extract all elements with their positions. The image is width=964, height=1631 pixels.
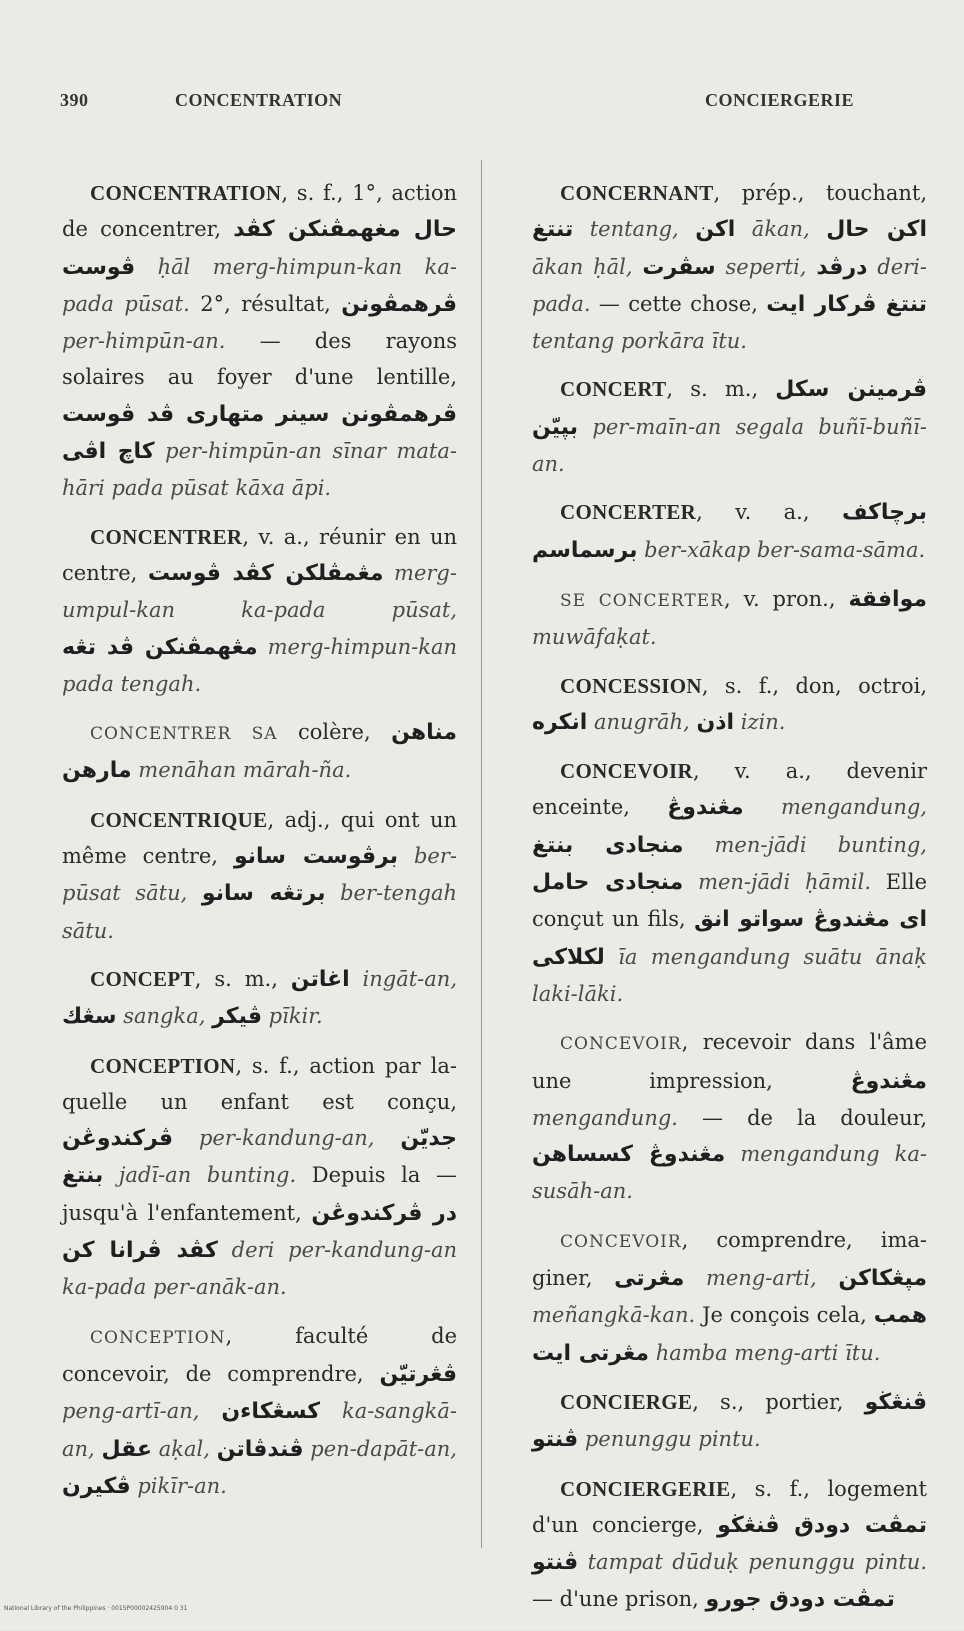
right-running-head: CONCIERGERIE: [704, 90, 854, 110]
transliteration: peng-artī-an,: [62, 1399, 200, 1424]
definition-text: , prép., touchant,: [713, 181, 927, 205]
right-column: [532, 175, 927, 1631]
headword: CONCESSION: [560, 673, 702, 698]
transliteration: merg-umpul-kan ka-pada pūsat,: [62, 560, 457, 623]
transliteration: pīkir.: [268, 1004, 323, 1029]
jawi-text: اى مڠندوڠ سواتو انق لکلاکی: [532, 907, 927, 970]
column-divider: [481, 160, 482, 1548]
jawi-text: همب مڠرتی ايت: [532, 1303, 927, 1366]
definition-text: [684, 1266, 706, 1290]
transliteration: seperti,: [725, 254, 807, 279]
headword: CONCERTER: [560, 500, 697, 525]
jawi-text: ڤنڠڬو ڤنتو: [532, 1389, 927, 1453]
jawi-text: مڠندوڠ کسساهن: [532, 1142, 726, 1168]
dictionary-entry: [532, 1471, 927, 1619]
jawi-text: برچاکف برسماسم: [532, 500, 927, 563]
definition-text: , comprendre, ima-giner,: [532, 1227, 927, 1291]
page-header: [60, 90, 904, 120]
jawi-text: سڠك: [62, 1004, 117, 1030]
sub-headword: CONCEPTION: [90, 1327, 226, 1348]
transliteration: penunggu pintu.: [584, 1427, 761, 1452]
definition-text: 2°, résultat,: [189, 291, 342, 316]
transliteration: ber-xākap ber-sama-sāma.: [644, 537, 926, 562]
definition-text: , v. a., réunir en un centre,: [62, 524, 457, 585]
definition-text: Depuis la — jusqu'à l'enfantement,: [62, 1163, 457, 1225]
definition-text: [725, 1142, 740, 1166]
headword: CONCIERGE: [560, 1389, 693, 1414]
definition-text: [135, 255, 157, 279]
jawi-text: کسڠکاءن: [221, 1399, 321, 1425]
definition-text: [155, 439, 166, 463]
transliteration: deri-pada.: [532, 254, 927, 316]
headword: CONCEPT: [90, 966, 195, 991]
definition-text: , v. a., devenir enceinte,: [532, 759, 927, 820]
headword: CONCEVOIR: [560, 759, 693, 784]
transliteration: mengandung.: [532, 1105, 678, 1130]
jawi-text: اکن: [695, 217, 736, 243]
definition-text: [867, 255, 877, 279]
headword: CONCENTRER: [90, 524, 243, 549]
definition-text: [817, 1266, 839, 1290]
transliteration: tampat dūduḳ penunggu pintu.: [587, 1550, 927, 1575]
definition-text: [374, 1126, 400, 1150]
sub-headword: CONCENTRER SA: [90, 724, 278, 745]
definition-text: [683, 833, 714, 857]
transliteration: sangka,: [123, 1004, 206, 1029]
jawi-text: ڤرهمڤونن سينر متهاری ڤد ڤوست کاچ اڤی: [62, 401, 457, 465]
dictionary-entry: [62, 175, 457, 507]
transliteration: ākan ḥāl,: [532, 254, 633, 279]
definition-text: [649, 1341, 656, 1365]
headword: CONCERT: [560, 377, 667, 402]
definition-text: [578, 1427, 585, 1451]
transliteration: ḥāl merg-himpun-kan ka-pada pūsat.: [62, 254, 457, 316]
definition-text: — d'une prison,: [532, 1587, 706, 1612]
dictionary-entry: [62, 802, 457, 949]
jawi-text: مڽڠکاکن: [838, 1266, 927, 1292]
definition-text: [587, 710, 594, 734]
definition-text: [103, 1163, 119, 1187]
definition-text: , s., portier,: [692, 1389, 865, 1414]
definition-text: [683, 870, 698, 894]
definition-text: [187, 881, 202, 905]
jawi-text: تنتغ ڤرکار ايت: [766, 291, 927, 317]
definition-text: [605, 945, 618, 969]
jawi-text: اذن: [696, 709, 735, 735]
left-running-head: CONCENTRATION: [175, 90, 343, 110]
dictionary-entry: [62, 1048, 457, 1306]
definition-text: , s. m.,: [666, 377, 776, 402]
definition-text: [325, 881, 340, 905]
transliteration: pen-dapāt-an,: [310, 1436, 457, 1461]
transliteration: ākan,: [751, 217, 810, 242]
definition-text: , v. pron.,: [723, 586, 849, 611]
page-number: 390: [60, 90, 89, 110]
headword: CONCEPTION: [90, 1053, 236, 1078]
definition-text: [199, 1399, 221, 1423]
definition-text: [262, 1004, 269, 1028]
definition-text: , s. f., logement d'un concierge,: [532, 1476, 927, 1537]
dictionary-entry: [532, 581, 927, 656]
jawi-text: تمڤت دودق جورو: [705, 1587, 895, 1613]
definition-text: , recevoir dans l'âme une impression,: [532, 1030, 927, 1093]
definition-text: [679, 217, 695, 241]
transliteration: anugrāh,: [593, 709, 690, 734]
jawi-text: ڤرمينن سکل بپيّن: [532, 377, 927, 440]
definition-text: [173, 1126, 199, 1150]
jawi-text: تمڤت دودق ڤنڠڬو ڤنتو: [532, 1512, 927, 1576]
dictionary-entry: [62, 1318, 457, 1505]
transliteration: men-jādi ḥāmil.: [698, 870, 872, 895]
jawi-text: جديّن بنتغ: [62, 1126, 457, 1189]
definition-text: [806, 255, 816, 279]
headword: CONCIERGERIE: [560, 1476, 731, 1501]
definition-text: [744, 795, 781, 819]
transliteration: per-himpūn-an.: [62, 329, 226, 354]
definition-text: , s. f., action par la-quelle un enfant est conçu,: [62, 1053, 457, 1114]
sub-headword: CONCEVOIR: [560, 1034, 682, 1055]
definition-text: colère,: [277, 720, 392, 745]
dictionary-entry: [532, 371, 927, 482]
left-column: [62, 175, 457, 1517]
transliteration: ber-tengah sātu.: [62, 881, 457, 943]
jawi-text: منجادی بنتغ: [532, 832, 684, 858]
definition-text: [578, 415, 592, 439]
headword: CONCENTRATION: [90, 181, 282, 205]
jawi-text: برتڠه سانو: [201, 881, 326, 907]
transliteration: meñangkā-kan.: [532, 1303, 696, 1328]
definition-text: — de la douleur,: [677, 1105, 927, 1130]
transliteration: per-kandung-an,: [198, 1126, 375, 1151]
jawi-text: مڠهمڤنکن ڤد تڠه: [62, 634, 258, 660]
transliteration: izin.: [740, 709, 786, 734]
definition-text: [573, 217, 589, 241]
transliteration: mengandung,: [781, 795, 927, 820]
transliteration: meng-arti,: [705, 1266, 817, 1291]
jawi-text: ڤرهمڤونن: [341, 291, 457, 317]
definition-text: [320, 1399, 342, 1423]
jawi-text: اغاتن: [290, 966, 350, 992]
definition-text: , v. a.,: [696, 500, 842, 525]
dictionary-entry: [532, 753, 927, 1012]
transliteration: per-himpūn-an sīnar mata-hāri pada pūsat kāxa āpi.: [62, 439, 457, 501]
definition-text: [810, 217, 826, 241]
jawi-text: درڤد: [816, 254, 868, 280]
dictionary-entry: [532, 175, 927, 359]
transliteration: aḳal,: [158, 1436, 210, 1461]
jawi-text: در ڤرکندوڠن کڤد ڤرانا کن: [62, 1200, 457, 1264]
transliteration: merg-himpun-kan pada tengah.: [62, 634, 457, 696]
jawi-text: ڤڠرتيّن: [379, 1361, 457, 1387]
definition-text: , s. m.,: [194, 966, 291, 991]
library-footer: National Library of the Philippines · 0015P00002425904 0 31: [4, 1605, 188, 1612]
jawi-text: مڠندوڠ: [850, 1068, 927, 1094]
definition-text: — des rayons solaires au foyer d'une lentille,: [62, 329, 457, 390]
dictionary-entry: [62, 961, 457, 1036]
transliteration: jadī-an bunting.: [118, 1163, 297, 1188]
definition-text: [633, 255, 643, 279]
dictionary-entry: [532, 1024, 927, 1209]
definition-text: [735, 217, 751, 241]
transliteration: tentang porkāra ītu.: [532, 329, 747, 354]
definition-text: [578, 1550, 587, 1574]
jawi-text: موافقة: [848, 586, 927, 612]
definition-text: [734, 710, 741, 734]
transliteration: men-jādi bunting,: [714, 832, 927, 857]
jawi-text: مڠرتی: [614, 1266, 685, 1292]
sub-headword: CONCEVOIR: [560, 1231, 682, 1252]
jawi-text: مناهن مارهن: [62, 720, 457, 784]
definition-text: , s. f., don, octroi,: [701, 673, 927, 698]
definition-text: — cette chose,: [590, 291, 767, 316]
dictionary-entry: [532, 668, 927, 742]
jawi-text: اکن حال: [826, 217, 928, 243]
definition-text: [210, 1437, 217, 1461]
jawi-text: ڤندڤاتن: [216, 1436, 304, 1462]
jawi-text: ڤکيرن: [62, 1473, 131, 1499]
jawi-text: مڠمڤلکن کڤد ڤوست: [147, 560, 384, 586]
jawi-text: عقل: [101, 1436, 152, 1462]
transliteration: per-maīn-an segala buñī-buñī-an.: [532, 414, 927, 477]
transliteration: muwāfaḳat.: [532, 625, 657, 650]
dictionary-entry: [62, 714, 457, 790]
jawi-text: سڤرت: [642, 254, 716, 280]
jawi-text: تنتغ: [532, 217, 574, 243]
dictionary-entry: [532, 1222, 927, 1372]
definition-text: , faculté de concevoir, de comprendre,: [62, 1323, 457, 1386]
transliteration: mengandung ka-susāh-an.: [532, 1142, 927, 1204]
transliteration: ber-pūsat sātu,: [62, 844, 457, 906]
dictionary-entry: [532, 494, 927, 569]
transliteration: hamba meng-arti ītu.: [655, 1340, 881, 1365]
jawi-text: ڤرکندوڠن: [62, 1126, 174, 1152]
definition-text: [398, 844, 414, 868]
definition-text: [258, 635, 268, 659]
definition-text: [350, 967, 363, 991]
definition-text: Je conçois cela,: [695, 1303, 874, 1328]
headword: CONCENTRIQUE: [90, 807, 268, 832]
jawi-text: ڤيکر: [212, 1004, 262, 1030]
definition-text: Elle conçut un fils,: [532, 870, 927, 932]
definition-text: [95, 1437, 102, 1461]
transliteration: īa mengandung suātu ānaḳ laki-lāki.: [532, 944, 927, 1006]
sub-headword: SE CONCERTER: [560, 590, 724, 611]
transliteration: deri per-kandung-an ka-pada per-anāk-an.: [62, 1238, 457, 1300]
transliteration: pikīr-an.: [137, 1473, 227, 1498]
definition-text: [384, 561, 395, 585]
dictionary-entry: [532, 1384, 927, 1459]
definition-text: , s. f., 1°, action de concentrer,: [62, 181, 457, 242]
jawi-text: حال مغهمڤنکن کڤد ڤوست: [62, 217, 457, 280]
transliteration: tentang,: [589, 217, 679, 242]
dictionary-entry: [62, 519, 457, 702]
jawi-text: مڠندوڠ: [667, 795, 744, 821]
headword: CONCERNANT: [560, 181, 714, 205]
jawi-text: انکره: [532, 709, 588, 735]
transliteration: ka-sangkā-an,: [62, 1399, 457, 1461]
definition-text: [218, 1238, 232, 1262]
definition-text: [152, 1437, 159, 1461]
definition-text: , adj., qui ont un même centre,: [62, 807, 457, 869]
definition-text: [716, 255, 726, 279]
transliteration: menāhan mārah-ña.: [138, 758, 352, 783]
transliteration: ingāt-an,: [362, 966, 457, 991]
jawi-text: برڤوست سانو: [233, 844, 398, 870]
jawi-text: منجادی حامل: [532, 870, 684, 896]
